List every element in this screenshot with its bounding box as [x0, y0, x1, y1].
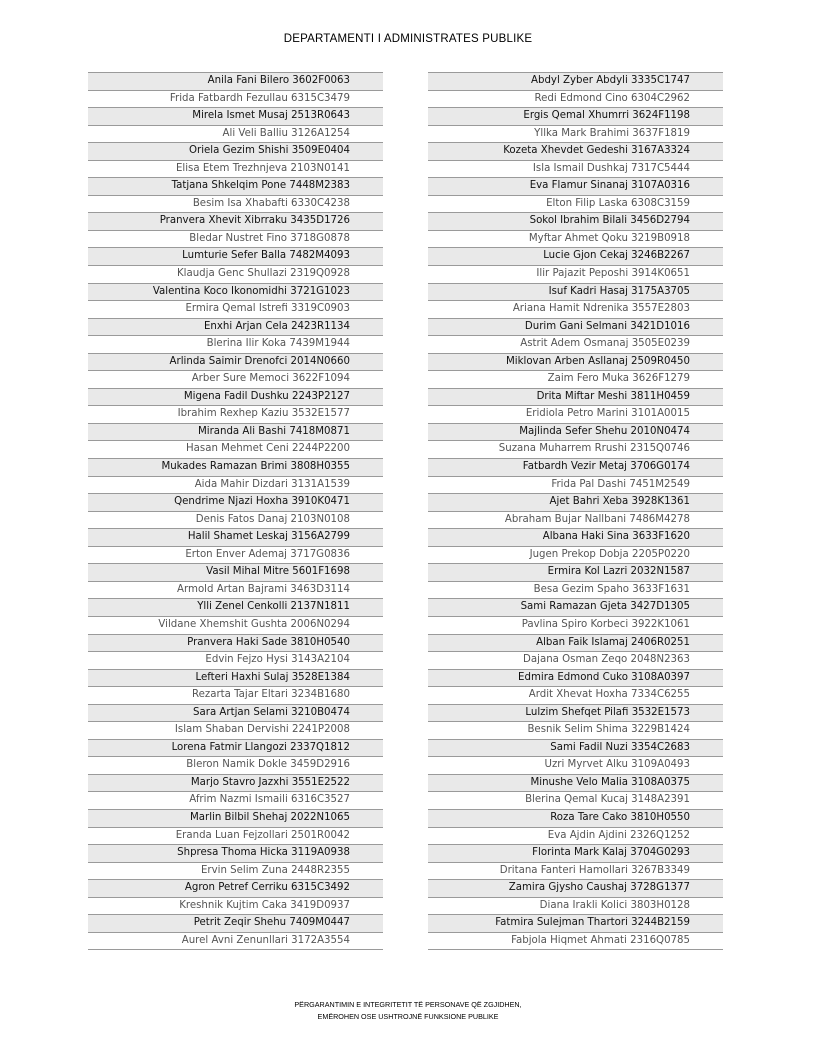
list-row: Albana Haki Sina 3633F1620 — [428, 529, 723, 547]
list-row: Valentina Koco Ikonomidhi 3721G1023 — [88, 284, 383, 302]
list-row: Edmira Edmond Cuko 3108A0397 — [428, 670, 723, 688]
list-row: Alban Faik Islamaj 2406R0251 — [428, 635, 723, 653]
list-row: Pranvera Xhevit Xibrraku 3435D1726 — [88, 213, 383, 231]
list-row: Eva Ajdin Ajdini 2326Q1252 — [428, 828, 723, 846]
list-row: Sami Ramazan Gjeta 3427D1305 — [428, 599, 723, 617]
list-row: Bleron Namik Dokle 3459D2916 — [88, 757, 383, 775]
list-row: Minushe Velo Malia 3108A0375 — [428, 775, 723, 793]
list-row: Besim Isa Xhabafti 6330C4238 — [88, 196, 383, 214]
list-row: Drita Miftar Meshi 3811H0459 — [428, 389, 723, 407]
list-row: Eva Flamur Sinanaj 3107A0316 — [428, 178, 723, 196]
list-row: Pranvera Haki Sade 3810H0540 — [88, 635, 383, 653]
list-row: Ibrahim Rexhep Kaziu 3532E1577 — [88, 406, 383, 424]
list-row: Arber Sure Memoci 3622F1094 — [88, 371, 383, 389]
list-row: Besnik Selim Shima 3229B1424 — [428, 722, 723, 740]
list-row: Ajet Bahri Xeba 3928K1361 — [428, 494, 723, 512]
list-row: Dritana Fanteri Hamollari 3267B3349 — [428, 863, 723, 881]
list-row: Anila Fani Bilero 3602F0063 — [88, 73, 383, 91]
list-row: Ermira Kol Lazri 2032N1587 — [428, 564, 723, 582]
list-row: Aida Mahir Dizdari 3131A1539 — [88, 477, 383, 495]
footer-line-2: EMËROHEN OSE USHTROJNË FUNKSIONE PUBLIKE — [317, 1012, 499, 1021]
list-row: Ervin Selim Zuna 2448R2355 — [88, 863, 383, 881]
list-row: Abdyl Zyber Abdyli 3335C1747 — [428, 73, 723, 91]
list-row: Diana Irakli Kolici 3803H0128 — [428, 898, 723, 916]
list-row: Blerina Qemal Kucaj 3148A2391 — [428, 792, 723, 810]
list-row: Zamira Gjysho Caushaj 3728G1377 — [428, 880, 723, 898]
list-row: Frida Fatbardh Fezullau 6315C3479 — [88, 91, 383, 109]
list-row: Lucie Gjon Cekaj 3246B2267 — [428, 248, 723, 266]
list-row: Ariana Hamit Ndrenika 3557E2803 — [428, 301, 723, 319]
footer — [0, 999, 816, 1023]
list-row: Suzana Muharrem Rrushi 2315Q0746 — [428, 441, 723, 459]
list-row: Miklovan Arben Asllanaj 2509R0450 — [428, 354, 723, 372]
list-row: Erton Enver Ademaj 3717G0836 — [88, 547, 383, 565]
list-row: Mirela Ismet Musaj 2513R0643 — [88, 108, 383, 126]
list-row: Eranda Luan Fejzollari 2501R0042 — [88, 828, 383, 846]
list-row: Enxhi Arjan Cela 2423R1134 — [88, 319, 383, 337]
list-row: Roza Tare Cako 3810H0550 — [428, 810, 723, 828]
list-row: Migena Fadil Dushku 2243P2127 — [88, 389, 383, 407]
list-row: Miranda Ali Bashi 7418M0871 — [88, 424, 383, 442]
list-row: Lumturie Sefer Balla 7482M4093 — [88, 248, 383, 266]
list-row: Astrit Adem Osmanaj 3505E0239 — [428, 336, 723, 354]
list-row: Qendrime Njazi Hoxha 3910K0471 — [88, 494, 383, 512]
list-row: Edvin Fejzo Hysi 3143A2104 — [88, 652, 383, 670]
list-row: Yllka Mark Brahimi 3637F1819 — [428, 126, 723, 144]
list-row: Armold Artan Bajrami 3463D3114 — [88, 582, 383, 600]
list-row: Ylli Zenel Cenkolli 2137N1811 — [88, 599, 383, 617]
list-row: Aurel Avni Zenunllari 3172A3554 — [88, 933, 383, 951]
list-row: Kozeta Xhevdet Gedeshi 3167A3324 — [428, 143, 723, 161]
list-row: Frida Pal Dashi 7451M2549 — [428, 477, 723, 495]
list-row: Vildane Xhemshit Gushta 2006N0294 — [88, 617, 383, 635]
list-row: Redi Edmond Cino 6304C2962 — [428, 91, 723, 109]
list-row: Petrit Zeqir Shehu 7409M0447 — [88, 915, 383, 933]
footer-line-1: PËRGARANTIMIN E INTEGRITETIT TË PERSONAVE QË ZGJIDHEN, — [294, 1000, 522, 1009]
list-row: Klaudja Genc Shullazi 2319Q0928 — [88, 266, 383, 284]
list-row: Majlinda Sefer Shehu 2010N0474 — [428, 424, 723, 442]
list-row: Lulzim Shefqet Pilafi 3532E1573 — [428, 705, 723, 723]
list-row: Oriela Gezim Shishi 3509E0404 — [88, 143, 383, 161]
list-row: Islam Shaban Dervishi 2241P2008 — [88, 722, 383, 740]
list-row: Ergis Qemal Xhumrri 3624F1198 — [428, 108, 723, 126]
list-row: Elton Filip Laska 6308C3159 — [428, 196, 723, 214]
list-row: Florinta Mark Kalaj 3704G0293 — [428, 845, 723, 863]
list-row: Ilir Pajazit Peposhi 3914K0651 — [428, 266, 723, 284]
list-row: Zaim Fero Muka 3626F1279 — [428, 371, 723, 389]
list-row: Blerina Ilir Koka 7439M1944 — [88, 336, 383, 354]
list-row: Kreshnik Kujtim Caka 3419D0937 — [88, 898, 383, 916]
list-row: Sara Artjan Selami 3210B0474 — [88, 705, 383, 723]
list-row: Durim Gani Selmani 3421D1016 — [428, 319, 723, 337]
list-row: Denis Fatos Danaj 2103N0108 — [88, 512, 383, 530]
list-row: Vasil Mihal Mitre 5601F1698 — [88, 564, 383, 582]
list-row: Marjo Stavro Jazxhi 3551E2522 — [88, 775, 383, 793]
list-row: Lorena Fatmir Llangozi 2337Q1812 — [88, 740, 383, 758]
list-row: Arlinda Saimir Drenofci 2014N0660 — [88, 354, 383, 372]
list-row: Dajana Osman Zeqo 2048N2363 — [428, 652, 723, 670]
list-row: Marlin Bilbil Shehaj 2022N1065 — [88, 810, 383, 828]
list-row: Hasan Mehmet Ceni 2244P2200 — [88, 441, 383, 459]
list-row: Fatbardh Vezir Metaj 3706G0174 — [428, 459, 723, 477]
list-row: Besa Gezim Spaho 3633F1631 — [428, 582, 723, 600]
list-row: Pavlina Spiro Korbeci 3922K1061 — [428, 617, 723, 635]
list-row: Eridiola Petro Marini 3101A0015 — [428, 406, 723, 424]
right-name-column — [428, 72, 723, 950]
list-row: Shpresa Thoma Hicka 3119A0938 — [88, 845, 383, 863]
list-row: Sokol Ibrahim Bilali 3456D2794 — [428, 213, 723, 231]
list-row: Ali Veli Balliu 3126A1254 — [88, 126, 383, 144]
page-title: DEPARTAMENTI I ADMINISTRATES PUBLIKE — [283, 33, 533, 45]
left-name-column — [88, 72, 383, 950]
list-row: Rezarta Tajar Eltari 3234B1680 — [88, 687, 383, 705]
list-row: Myftar Ahmet Qoku 3219B0918 — [428, 231, 723, 249]
list-row: Halil Shamet Leskaj 3156A2799 — [88, 529, 383, 547]
list-row: Fabjola Hiqmet Ahmati 2316Q0785 — [428, 933, 723, 951]
list-row: Fatmira Sulejman Thartori 3244B2159 — [428, 915, 723, 933]
list-row: Abraham Bujar Nallbani 7486M4278 — [428, 512, 723, 530]
list-row: Uzri Myrvet Alku 3109A0493 — [428, 757, 723, 775]
list-row: Mukades Ramazan Brimi 3808H0355 — [88, 459, 383, 477]
list-row: Isuf Kadri Hasaj 3175A3705 — [428, 284, 723, 302]
list-row: Sami Fadil Nuzi 3354C2683 — [428, 740, 723, 758]
list-row: Bledar Nustret Fino 3718G0878 — [88, 231, 383, 249]
list-row: Jugen Prekop Dobja 2205P0220 — [428, 547, 723, 565]
list-row: Ermira Qemal Istrefi 3319C0903 — [88, 301, 383, 319]
list-row: Isla Ismail Dushkaj 7317C5444 — [428, 161, 723, 179]
list-row: Elisa Etem Trezhnjeva 2103N0141 — [88, 161, 383, 179]
list-row: Lefteri Haxhi Sulaj 3528E1384 — [88, 670, 383, 688]
list-row: Afrim Nazmi Ismaili 6316C3527 — [88, 792, 383, 810]
list-row: Ardit Xhevat Hoxha 7334C6255 — [428, 687, 723, 705]
list-row: Tatjana Shkelqim Pone 7448M2383 — [88, 178, 383, 196]
list-row: Agron Petref Cerriku 6315C3492 — [88, 880, 383, 898]
